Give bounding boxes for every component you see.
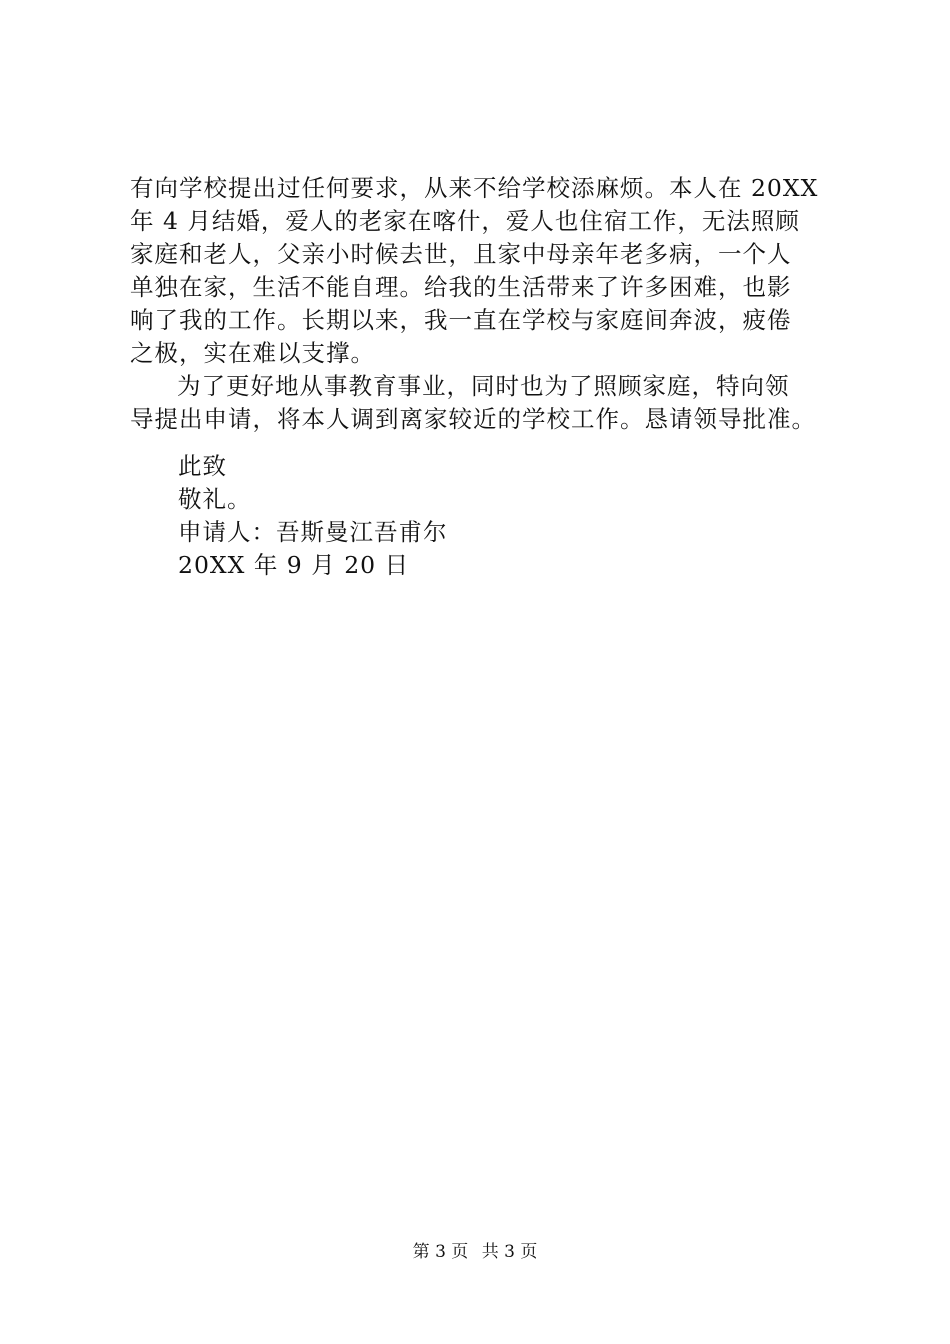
letter-closing <box>178 450 448 582</box>
body-line: 家庭和老人，父亲小时候去世，且家中母亲年老多病，一个人 <box>130 240 792 268</box>
body-line: 为了更好地从事教育事业，同时也为了照顾家庭，特向领 <box>177 372 790 400</box>
letter-body <box>130 172 830 436</box>
page-footer <box>0 1240 950 1264</box>
body-line: 单独在家，生活不能自理。给我的生活带来了许多困难，也影 <box>130 273 792 301</box>
page-number: 第 3 页 <box>412 1242 469 1262</box>
body-line: 年 4 月结婚，爱人的老家在喀什，爱人也住宿工作，无法照顾 <box>130 207 800 235</box>
applicant-signature: 申请人：吾斯曼江吾甫尔 <box>178 518 448 546</box>
salutation: 此致 <box>178 452 227 480</box>
letter-date: 20XX 年 9 月 20 日 <box>178 551 410 579</box>
body-line: 有向学校提出过任何要求，从来不给学校添麻烦。本人在 20XX <box>130 174 819 202</box>
body-line: 响了我的工作。长期以来，我一直在学校与家庭间奔波，疲倦 <box>130 306 792 334</box>
body-line: 导提出申请，将本人调到离家较近的学校工作。恳请领导批准。 <box>130 405 816 433</box>
page-total: 共 3 页 <box>481 1242 538 1262</box>
regards: 敬礼。 <box>178 485 252 513</box>
body-line: 之极，实在难以支撑。 <box>130 339 375 367</box>
